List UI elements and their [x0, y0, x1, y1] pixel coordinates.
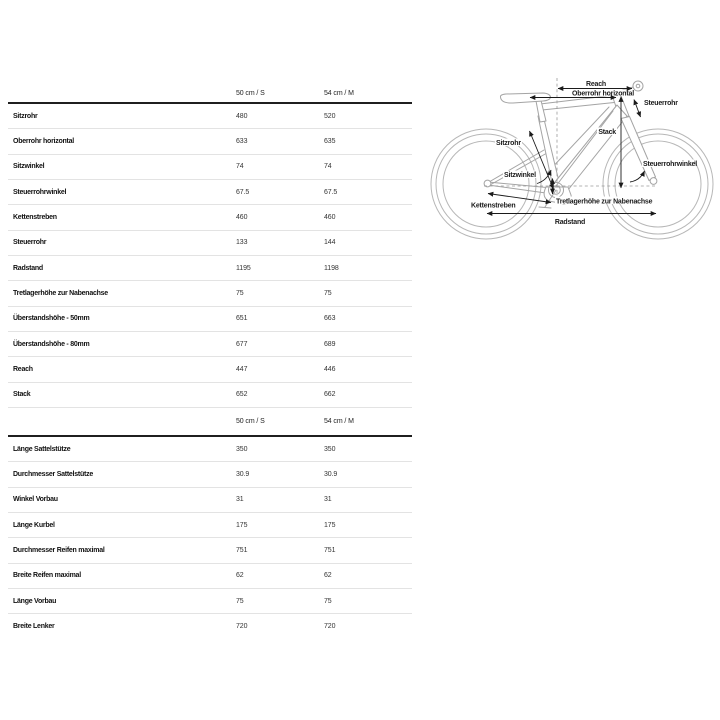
tretlagerhoehe-label: Tretlagerhöhe zur Nabenachse: [556, 198, 653, 206]
spec-value-s: 175: [236, 521, 248, 529]
spec-value-s: 651: [236, 315, 248, 323]
spec-value-s: 74: [236, 163, 244, 171]
spec-value-m: 520: [324, 112, 336, 120]
steuerrohrwinkel-arc: [630, 171, 645, 182]
spec-value-m: 30.9: [324, 470, 338, 478]
spec-value-s: 480: [236, 112, 248, 120]
spec-label: Breite Lenker: [13, 623, 55, 631]
spec-label: Steuerrohr: [13, 239, 47, 247]
table-body: [8, 437, 412, 640]
spec-label: Länge Vorbau: [13, 597, 57, 605]
table-row: [8, 332, 412, 357]
spec-value-s: 720: [236, 623, 248, 631]
column-header-size-s: 50 cm / S: [236, 417, 265, 425]
table-row: [8, 307, 412, 332]
column-header-size-m: 54 cm / M: [324, 90, 354, 97]
spec-value-s: 633: [236, 137, 248, 145]
table-row: [8, 614, 412, 639]
spec-value-m: 75: [324, 289, 332, 297]
table-header-row: [8, 408, 412, 437]
table-row: [8, 564, 412, 589]
spec-value-m: 635: [324, 137, 336, 145]
spec-label: Durchmesser Sattelstütze: [13, 470, 93, 478]
spec-value-s: 751: [236, 546, 248, 554]
spec-label: Länge Sattelstütze: [13, 445, 71, 453]
spec-label: Überstandshöhe - 50mm: [13, 315, 90, 323]
spec-value-m: 350: [324, 445, 336, 453]
spec-value-s: 652: [236, 391, 248, 399]
table-row: [8, 357, 412, 382]
spec-label: Breite Reifen maximal: [13, 572, 81, 580]
bike-geometry-diagram: [428, 56, 720, 252]
column-header-size-s: 50 cm / S: [236, 90, 265, 97]
spec-label: Oberrohr horizontal: [13, 137, 74, 145]
table-row: [8, 437, 412, 462]
kettenstreben-label: Kettenstreben: [471, 202, 516, 210]
spec-value-m: 446: [324, 365, 336, 373]
spec-value-s: 1195: [236, 264, 251, 272]
spec-value-s: 677: [236, 340, 248, 348]
spec-value-m: 663: [324, 315, 336, 323]
radstand-label: Radstand: [554, 219, 586, 226]
spec-value-m: 720: [324, 623, 336, 631]
table-row: [8, 256, 412, 281]
spec-label: Sitzrohr: [13, 112, 38, 120]
component-geometry-section: [8, 408, 412, 640]
table-row: [8, 104, 412, 129]
table-row: [8, 462, 412, 487]
front-wheel-icon: [603, 129, 713, 239]
spec-value-s: 133: [236, 239, 248, 247]
table-row: [8, 281, 412, 306]
oberrohr-label: Oberrohr horizontal: [572, 90, 634, 98]
spec-value-m: 662: [324, 391, 336, 399]
spec-label: Reach: [13, 365, 33, 373]
spec-value-m: 74: [324, 163, 332, 171]
spec-label: Winkel Vorbau: [13, 496, 58, 504]
spec-label: Kettenstreben: [13, 213, 57, 221]
spec-value-m: 689: [324, 340, 336, 348]
table-row: [8, 180, 412, 205]
spec-label: Tretlagerhöhe zur Nabenachse: [13, 289, 108, 297]
spec-value-s: 62: [236, 572, 244, 580]
spec-label: Länge Kurbel: [13, 521, 55, 529]
spec-label: Überstandshöhe - 80mm: [13, 340, 90, 348]
sitzrohr-label: Sitzrohr: [496, 140, 521, 147]
spec-value-m: 1198: [324, 264, 339, 272]
spec-value-s: 447: [236, 365, 248, 373]
steuerrohr-label: Steuerrohr: [644, 100, 678, 107]
stack-label: Stack: [598, 129, 616, 136]
spec-value-m: 460: [324, 213, 336, 221]
reach-label: Reach: [585, 81, 607, 88]
spec-value-s: 460: [236, 213, 248, 221]
spec-value-m: 75: [324, 597, 332, 605]
spec-value-s: 30.9: [236, 470, 250, 478]
spec-label: Durchmesser Reifen maximal: [13, 546, 105, 554]
table-row: [8, 383, 412, 408]
spec-value-s: 67.5: [236, 188, 250, 196]
spec-value-m: 67.5: [324, 188, 338, 196]
sitzwinkel-label: Sitzwinkel: [504, 172, 536, 179]
table-row: [8, 231, 412, 256]
geometry-table: [8, 85, 412, 640]
spec-label: Sitzwinkel: [13, 163, 45, 171]
column-header-size-m: 54 cm / M: [324, 417, 354, 425]
spec-value-s: 350: [236, 445, 248, 453]
spec-value-m: 751: [324, 546, 336, 554]
spec-value-s: 31: [236, 496, 244, 504]
table-row: [8, 513, 412, 538]
spec-value-m: 31: [324, 496, 332, 504]
spec-value-s: 75: [236, 597, 244, 605]
table-row: [8, 589, 412, 614]
spec-label: Stack: [13, 391, 31, 399]
table-row: [8, 205, 412, 230]
spec-label: Radstand: [13, 264, 43, 272]
table-row: [8, 538, 412, 563]
spec-label: Steuerrohrwinkel: [13, 188, 67, 196]
table-row: [8, 488, 412, 513]
table-row: [8, 155, 412, 180]
spec-value-m: 175: [324, 521, 336, 529]
spec-value-s: 75: [236, 289, 244, 297]
table-body: [8, 104, 412, 408]
steuerrohr-arrow: [634, 100, 641, 118]
spec-value-m: 144: [324, 239, 336, 247]
steuerrohrwinkel-label: Steuerrohrwinkel: [643, 161, 697, 168]
spec-value-m: 62: [324, 572, 332, 580]
table-header-row: [8, 85, 412, 104]
frame-geometry-section: [8, 85, 412, 408]
table-row: [8, 129, 412, 154]
